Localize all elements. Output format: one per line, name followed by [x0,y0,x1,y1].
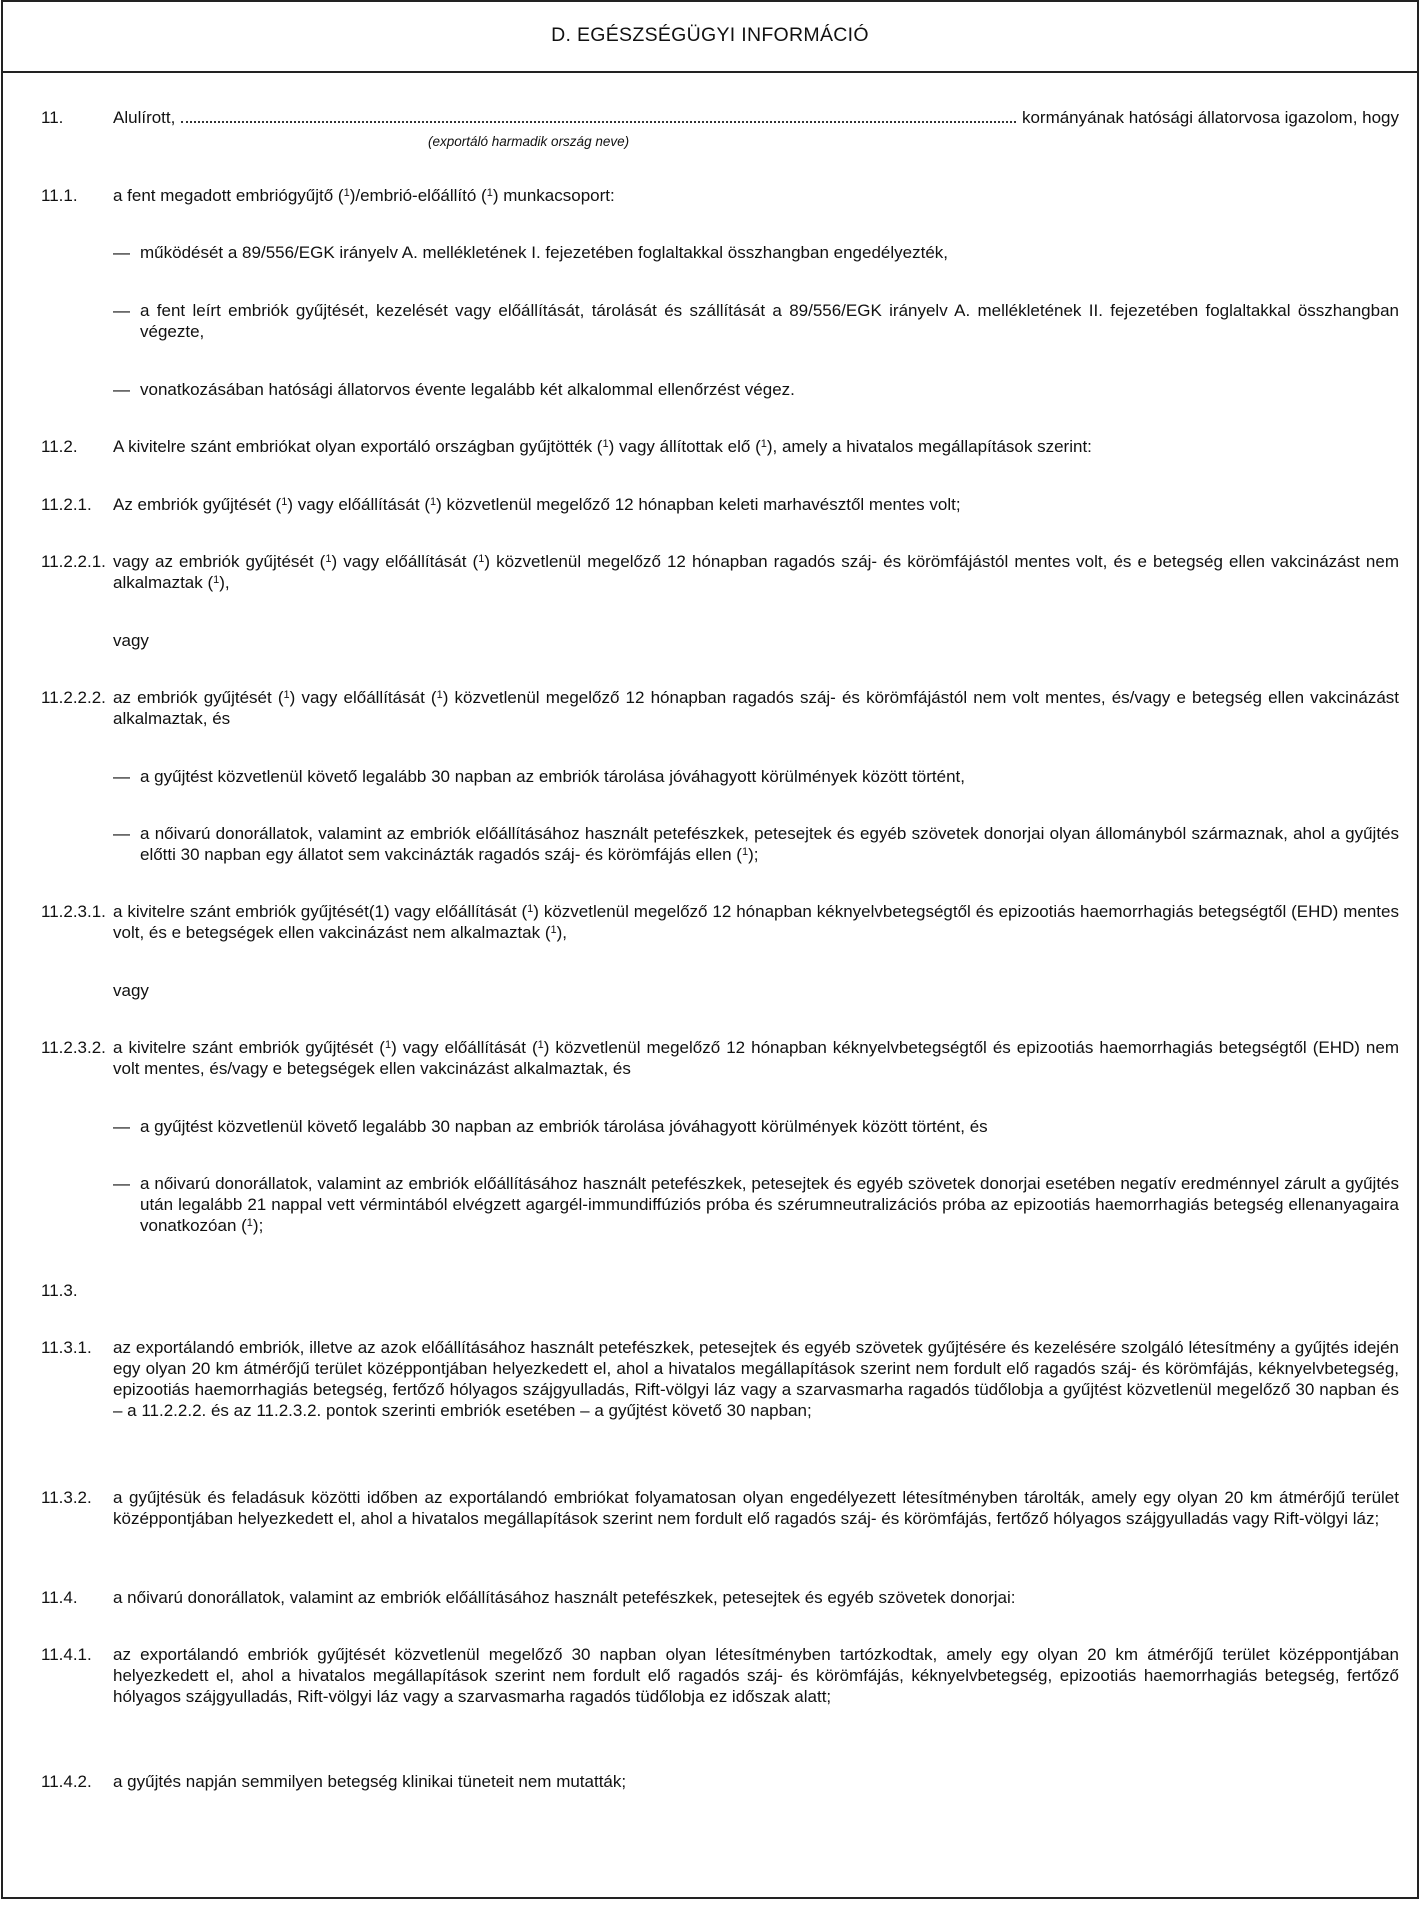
item-number: 11.4.1. [41,1645,92,1664]
dash-bullet: — [113,1174,130,1193]
dash-bullet: — [113,380,130,399]
section-header [3,2,1417,73]
item-number: 11.2.1. [41,495,92,514]
country-name-blank[interactable] [181,107,1016,123]
item-number: 11.1. [41,186,78,205]
item-number: 11.3. [41,1281,78,1300]
item-number: 11.2.2.2. [41,688,106,707]
certifier-lead: Alulírott, [113,108,176,127]
item-number: 11.2.2.1. [41,552,106,571]
item-text: a kivitelre szánt embriók gyűjtését(1) vagy előállítását ($^1$) közvetlenül megelőző 12 hónapban kéknyelvbetegségtől és epizootiás haemorrhagiás betegségtől (EHD) mentes volt, és e betegségek ellen vakcinázást nem alkalmaztak ($^1$), [113,902,1399,942]
or-text: vagy [113,981,149,1000]
item-text: az exportálandó embriók, illetve az azok előállításához használt petefészkek, petesejtek és egyéb szövetek gyűjtésére és kezelésére szolgáló létesítmény a gyűjtés idején egy olyan 20 km átmérőjű terület középpontjában helyezkedett el, ahol a hivatalos megállapítások szerint nem fordult elő ragadós száj- és körömfájás, kéknyelvbetegség, epizootiás haemorrhagiás betegség, fertőző hólyagos szájgyulladás, Rift-völgyi láz vagy a szarvasmarha ragadós tüdőlobja a gyűjtést közvetlenül megelőző 30 napban és – a 11.2.2.2. és az 11.2.3.2. pontok szerinti embriók esetében – a gyűjtést követő 30 napban; [113,1338,1399,1420]
dash-bullet: — [113,243,130,262]
dash-bullet: — [113,301,130,320]
item-number: 11.2. [41,437,78,456]
or-text: vagy [113,631,149,650]
item-text: az embriók gyűjtését ($^1$) vagy előállítását ($^1$) közvetlenül megelőző 12 hónapban ragadós száj- és körömfájástól nem volt mentes, és/vagy e betegség ellen vakcinázást alkalmaztak, és [113,688,1399,728]
item-number: 11.3.1. [41,1338,92,1357]
item-text: a gyűjtés napján semmilyen betegség klinikai tüneteit nem mutatták; [113,1772,627,1791]
item-text: az exportálandó embriók gyűjtését közvetlenül megelőző 30 napban olyan létesítményben tartózkodtak, amely egy olyan 20 km átmérőjű terület középpontjában helyezkedett el, ahol a hivatalos megállapítások szerint nem fordult elő ragadós száj- és körömfájás, kéknyelvbetegség, epizootiás haemorrhagiás betegség, fertőző hólyagos szájgyulladás, Rift-völgyi láz vagy a szarvasmarha ragadós tüdőlobja ez időszak alatt; [113,1645,1399,1706]
item-number: 11.2.3.1. [41,902,106,921]
item-number: 11.4.2. [41,1772,92,1791]
list-item-text: a gyűjtést közvetlenül követő legalább 30 napban az embriók tárolása jóváhagyott körülmények között történt, [140,767,965,786]
country-caption: (exportáló harmadik ország neve) [428,134,630,149]
item-text: vagy az embriók gyűjtését ($^1$) vagy előállítását ($^1$) közvetlenül megelőző 12 hónapban ragadós száj- és körömfájástól mentes volt, és e betegség ellen vakcinázást nem alkalmaztak ($^1$), [113,552,1399,592]
list-item-text: vonatkozásában hatósági állatorvos évente legalább két alkalommal ellenőrzést végez. [140,380,795,399]
item-text: a nőivarú donorállatok, valamint az embriók előállításához használt petefészkek, petesejtek és egyéb szövetek donorjai: [113,1588,1016,1607]
item-text: Az embriók gyűjtését ($^1$) vagy előállítását ($^1$) közvetlenül megelőző 12 hónapban keleti marhavésztől mentes volt; [113,495,961,514]
list-item-text: a nőivarú donorállatok, valamint az embriók előállításához használt petefészkek, petesejtek és egyéb szövetek donorjai olyan állományból származnak, ahol a gyűjtés előtti 30 napban egy állatot sem vakcinázták ragadós száj- és körömfájás ellen ($^1$); [140,824,1399,864]
item-number: 11.4. [41,1588,78,1607]
list-item-text: a gyűjtést közvetlenül követő legalább 30 napban az embriók tárolása jóváhagyott körülmények között történt, és [140,1117,988,1136]
list-item-text: a nőivarú donorállatok, valamint az embriók előállításához használt petefészkek, petesejtek és egyéb szövetek donorjai esetében negatív eredménnyel zárult a gyűjtés után legalább 21 nappal vett vérmintából elvégzett agargél-immundiffúziós próba és szérumneutralizációs próba az epizootiás haemorrhagiás betegség ellenanyagaira vonatkozóan ($^1$); [140,1174,1399,1235]
item-text: a fent megadott embriógyűjtő ($^1$)/embrió-előállító ($^1$) munkacsoport: [113,186,615,205]
item-number: 11.2.3.2. [41,1038,106,1057]
item-text: A kivitelre szánt embriókat olyan exportáló országban gyűjtötték ($^1$) vagy állítottak elő ($^1$), amely a hivatalos megállapítások szerint: [113,437,1092,456]
item-number: 11. [41,108,64,127]
dash-bullet: — [113,1117,130,1136]
item-text: a kivitelre szánt embriók gyűjtését ($^1$) vagy előállítását ($^1$) közvetlenül megelőző 12 hónapban kéknyelvbetegségtől és epizootiás haemorrhagiás betegségtől (EHD) nem volt mentes, és/vagy e betegségek ellen vakcinázást alkalmaztak, és [113,1038,1399,1078]
item-text: a gyűjtésük és feladásuk közötti időben az exportálandó embriókat folyamatosan olyan engedélyezett létesítményben tárolták, amely egy olyan 20 km átmérőjű terület középpontjában helyezkedett el, ahol a hivatalos megállapítások szerint nem fordult elő ragadós száj- és körömfájás, fertőző hólyagos szájgyulladás vagy Rift-völgyi láz; [113,1488,1399,1528]
section-title: D. EGÉSZSÉGÜGYI INFORMÁCIÓ [551,24,869,46]
item-number: 11.3.2. [41,1488,92,1507]
certifier-tail: kormányának hatósági állatorvosa igazolom, hogy [1021,108,1399,127]
dash-bullet: — [113,824,130,843]
list-item-text: működését a 89/556/EGK irányelv A. mellékletének I. fejezetében foglaltakkal összhangban engedélyezték, [140,243,949,262]
certificate-body [3,71,1417,1897]
list-item-text: a fent leírt embriók gyűjtését, kezelését vagy előállítását, tárolását és szállítását a 89/556/EGK irányelv A. mellékletének II. fejezetében foglaltakkal összhangban végezte, [140,301,1399,341]
certificate-frame [1,0,1419,1899]
dash-bullet: — [113,767,130,786]
certifier-line [113,107,1399,128]
